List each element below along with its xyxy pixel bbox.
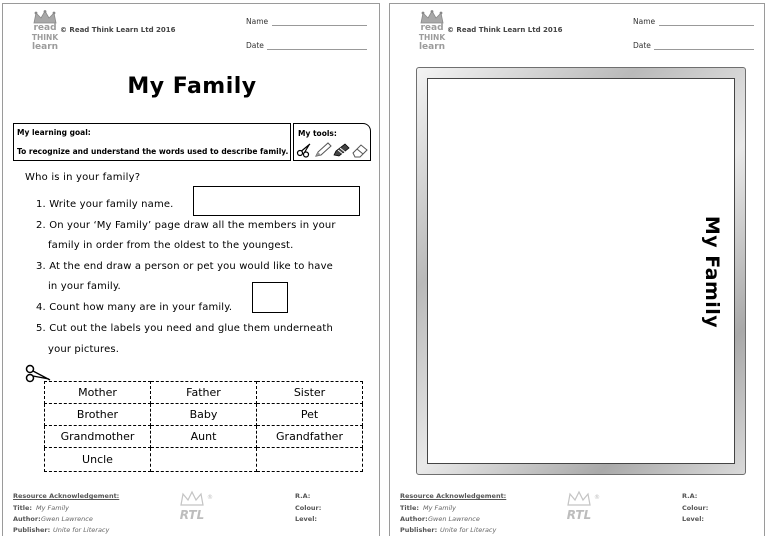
footer-title-key: Title: [13,504,33,512]
step-number: 4. [36,302,46,313]
learning-goal-title: My learning goal: [17,128,91,137]
copyright-text: © Read Think Learn Ltd 2016 [60,26,176,34]
step-text: Write your family name. [49,199,174,210]
footer-colour-key: Colour: [295,504,322,512]
footer-author-key: Author: [13,515,41,523]
logo-word-read: read [420,23,444,33]
date-line[interactable] [267,49,367,50]
copyright-text: © Read Think Learn Ltd 2016 [447,26,563,34]
labels-row [45,426,363,448]
logo-word-think: THINK [31,33,59,42]
footer-ra-key: R.A: [682,492,698,500]
crayon-icon [333,142,351,158]
footer-title-value: My Family [36,504,70,512]
footer-title-value: My Family [423,504,457,512]
frame-title: My Family [701,215,723,329]
picture-frame [416,67,746,475]
labels-row [45,448,363,472]
tools-box [293,123,371,161]
registered-mark: ® [594,494,600,501]
step-1 [36,199,173,210]
step-5-continued: your pictures. [48,344,120,355]
read-think-learn-logo [417,10,447,58]
step-2-continued: family in order from the oldest to the youngest. [48,240,294,251]
logo-word-read: read [33,23,57,33]
step-3-continued: in your family. [48,281,121,292]
drawing-area[interactable] [427,78,735,464]
rtl-logo [566,490,606,526]
label-mother[interactable]: Mother [45,382,151,404]
scissors-icon [296,142,312,158]
label-aunt[interactable]: Aunt [151,426,257,448]
learning-goal-box [13,123,291,161]
label-empty[interactable] [257,448,363,472]
labels-row [45,404,363,426]
resource-acknowledgement-heading: Resource Acknowledgement: [13,492,120,500]
label-empty[interactable] [151,448,257,472]
resource-acknowledgement-heading: Resource Acknowledgement: [400,492,507,500]
step-number: 1. [36,199,46,210]
logo-word-think: THINK [418,33,446,42]
label-baby[interactable]: Baby [151,404,257,426]
label-sister[interactable]: Sister [257,382,363,404]
worksheet-page [2,3,380,536]
registered-mark: ® [207,494,213,501]
date-label: Date [246,41,264,50]
label-grandmother[interactable]: Grandmother [45,426,151,448]
eraser-icon [351,142,369,158]
footer-author-value: Gwen Lawrence [428,515,480,523]
step-text: On your ‘My Family’ page draw all the members in your [49,220,336,231]
tools-title: My tools: [298,129,337,138]
label-brother[interactable]: Brother [45,404,151,426]
footer-colour-key: Colour: [682,504,709,512]
step-number: 5. [36,323,46,334]
name-line[interactable] [272,25,367,26]
footer-author-value: Gwen Lawrence [41,515,93,523]
step-5 [36,323,333,334]
page-title: My Family [127,74,257,99]
question-text: Who is in your family? [25,172,141,183]
footer-publisher-value: Unite for Literacy [53,526,110,534]
footer-publisher-key: Publisher: [13,526,51,534]
label-pet[interactable]: Pet [257,404,363,426]
step-text: At the end draw a person or pet you would like to have [49,261,333,272]
crown-icon [33,10,57,24]
footer-title-key: Title: [400,504,420,512]
date-label: Date [633,41,651,50]
name-label: Name [633,17,656,26]
step-text: Cut out the labels you need and glue them underneath [49,323,333,334]
step-4 [36,302,232,313]
crown-icon [420,10,444,24]
label-father[interactable]: Father [151,382,257,404]
date-line[interactable] [654,49,754,50]
step-3 [36,261,333,272]
rtl-logo-text: RTL [566,508,592,522]
family-name-box[interactable] [193,186,360,216]
label-uncle[interactable]: Uncle [45,448,151,472]
logo-word-learn: learn [418,42,446,52]
label-grandfather[interactable]: Grandfather [257,426,363,448]
rtl-logo [179,490,219,526]
step-number: 2. [36,220,46,231]
rtl-crown-icon [566,490,592,506]
labels-row [45,382,363,404]
logo-word-learn: learn [31,42,59,52]
step-text: Count how many are in your family. [49,302,233,313]
pencil-icon [314,142,332,158]
learning-goal-text: To recognize and understand the words used to describe family. [17,147,289,156]
step-2 [36,220,336,231]
rtl-logo-text: RTL [179,508,205,522]
footer-level-key: Level: [682,515,705,523]
footer-publisher-key: Publisher: [400,526,438,534]
drawing-page [389,3,765,536]
footer-level-key: Level: [295,515,318,523]
footer-author-key: Author: [400,515,428,523]
footer-ra-key: R.A: [295,492,311,500]
rtl-crown-icon [179,490,205,506]
cut-out-labels-table [44,381,363,472]
footer-publisher-value: Unite for Literacy [440,526,497,534]
family-count-box[interactable] [252,282,288,313]
name-label: Name [246,17,269,26]
read-think-learn-logo [30,10,60,58]
name-line[interactable] [659,25,754,26]
step-number: 3. [36,261,46,272]
